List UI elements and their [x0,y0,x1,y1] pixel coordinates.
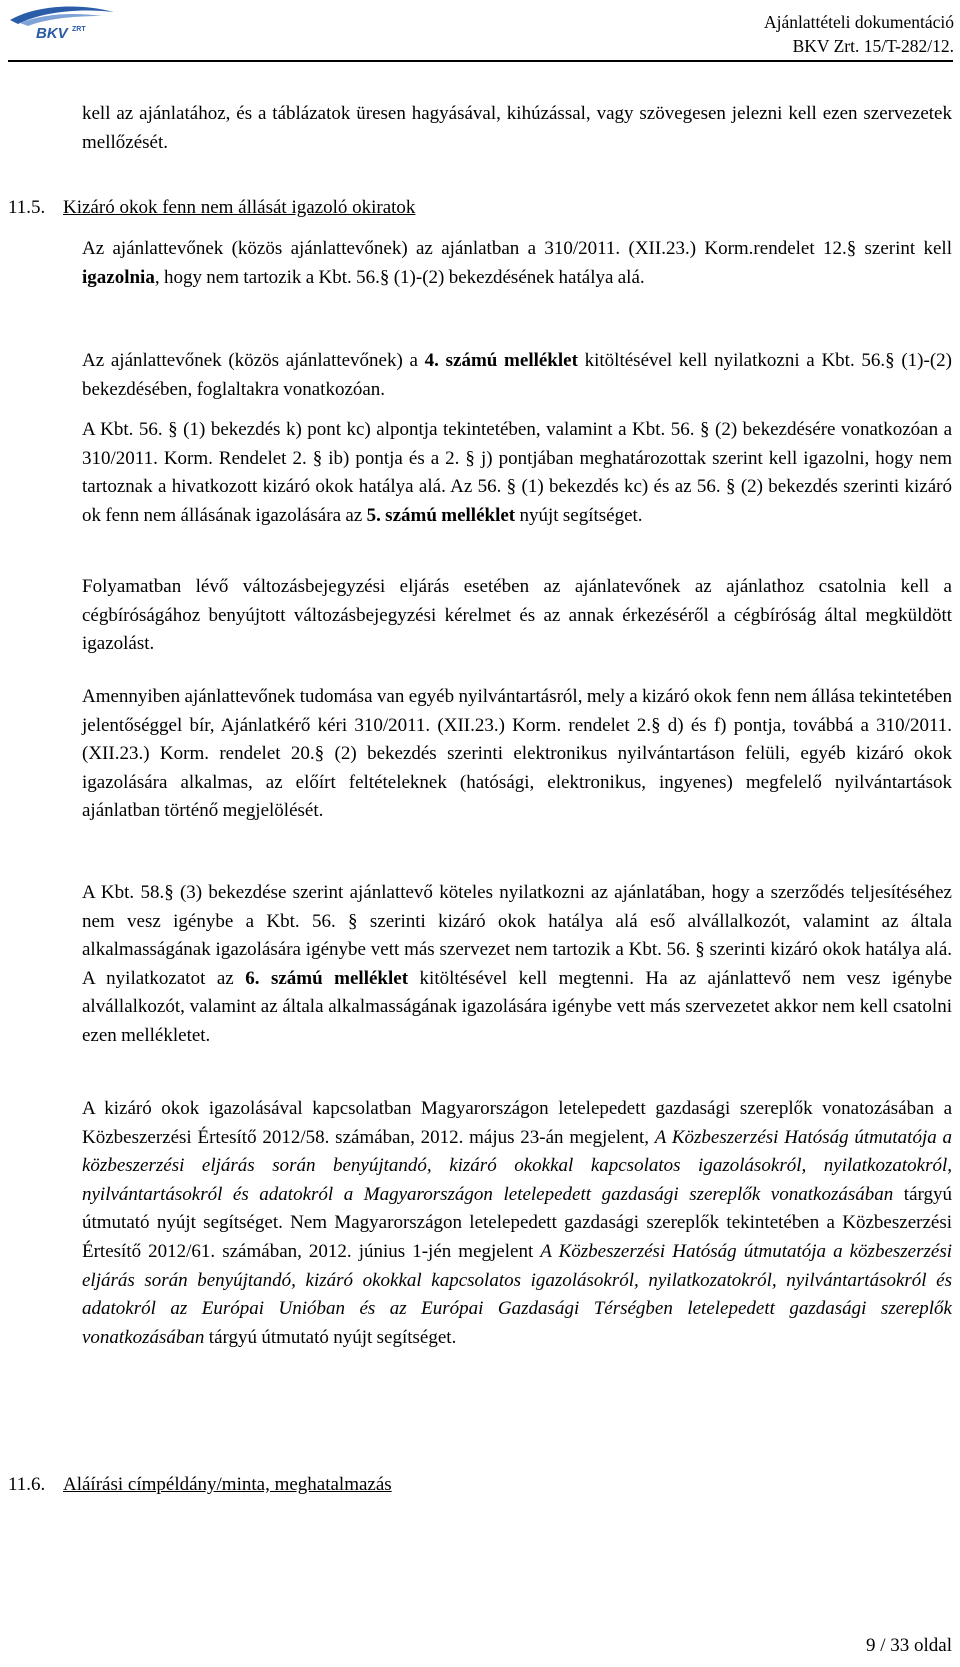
section-title: Kizáró okok fenn nem állását igazoló okiratok [63,197,416,218]
section-number: 11.5. [8,197,46,218]
section-title: Aláírási címpéldány/minta, meghatalmazás [63,1474,392,1495]
page-number: 9 / 33 oldal [865,1635,952,1656]
intro-paragraph: kell az ajánlatához, és a táblázatok üresen hagyásával, kihúzással, vagy szövegesen jelezni kell ezen szervezetek mellőzését. [82,103,952,153]
paragraph-kbt-58: A Kbt. 58.§ (3) bekezdése szerint ajánlattevő köteles nyilatkozni az ajánlatában, hogy a szerződés teljesítéséhez nem vesz igénybe a Kbt. 56. § szerinti kizáró okok hatálya alá eső alvállalkozót, valamint az általa alkalmasságának igazolására igénybe vett más szervezet nem tartozik a Kbt. 56. § szerinti kizáró okok hatálya alá. A nyilatkozatot az 6. számú melléklet kitöltésével kell megtenni. Ha az ajánlattevő nem vesz igénybe alvállalkozót, valamint az általa alkalmasságának igazolására igénybe vett más szervezetet akkor nem kell csatolni ezen mellékletet. [82,882,952,1046]
logo-sup-text: ZRT [72,26,86,33]
paragraph-melleklet-4: Az ajánlattevőnek (közös ajánlattevőnek) a 4. számú melléklet kitöltésével kell nyilatkozni a Kbt. 56.§ (1)-(2) bekezdésében, foglaltakra vonatkozóan. [82,350,952,400]
paragraph-kbt-56: A Kbt. 56. § (1) bekezdés k) pont kc) alpontja tekintetében, valamint a Kbt. 56. § (2) bekezdésére vonatkozóan a 310/2011. Korm. Rendelet 2. § ib) pontja és a 2. § j) pontjában meghatározottak szerint kell igazolni, hogy nem tartoznak a hivatkozott kizáró okok hatálya alá. Az 56. § (1) bekezdés kc) és az 56. § (2) bekezdés szerinti kizáró ok fenn nem állásának igazolására az 5. számú melléklet nyújt segítséget. [82,419,952,526]
header-divider [8,60,953,62]
paragraph-nyilvantartas: Amennyiben ajánlattevőnek tudomása van egyéb nyilvántartásról, mely a kizáró okok fenn nem állása tekintetében jelentőséggel bír, Ajánlatkérő kéri 310/2011. (XII.23.) Korm. rendelet 2.§ d) és f) pontja, továbbá a 310/2011. (XII.23.) Korm. rendelet 20.§ (2) bekezdés szerinti elektronikus nyilvántartáson felüli, egyéb kizáró okok igazolására alkalmas, az előírt feltételeknek (hatósági, elektronikus, ingyenes) megfelelő nyilvántartások ajánlatban történő megjelölését. [82,686,952,822]
section-heading-11-6 [8,1471,392,1499]
bkv-logo [6,4,118,44]
doc-title: Ajánlattételi dokumentáció [763,12,954,32]
section-heading-11-5 [8,194,415,222]
doc-ref: BKV Zrt. 15/T-282/12. [792,36,954,56]
section-number: 11.6. [8,1474,46,1495]
paragraph-igazolas: Az ajánlattevőnek (közös ajánlattevőnek) az ajánlatban a 310/2011. (XII.23.) Korm.rendelet 12.§ szerint kell igazolnia, hogy nem tartozik a Kbt. 56.§ (1)-(2) bekezdésének hatálya alá. [82,238,952,288]
paragraph-utmutato: A kizáró okok igazolásával kapcsolatban Magyarországon letelepedett gazdasági szereplők vonatozásában a Közbeszerzési Értesítő 2012/58. számában, 2012. május 23-án megjelent, A Közbeszerzési Hatóság útmutatója a közbeszerzési eljárás során benyújtandó, kizáró okokkal kapcsolatos igazolásokról, nyilatkozatokról, nyilvántartásokról és adatokról a Magyarországon letelepedett gazdasági szereplők vonatkozásában tárgyú útmutató nyújt segítséget. Nem Magyarországon letelepedett gazdasági szereplők tekintetében a Közbeszerzési Értesítő 2012/61. számában, 2012. június 1-jén megjelent A Közbeszerzési Hatóság útmutatója a közbeszerzési eljárás során benyújtandó, kizáró okokkal kapcsolatos igazolásokról, nyilatkozatokról, nyilvántartásokról és adatokról az Európai Unióban és az Európai Gazdasági Térségben letelepedett gazdasági szereplők vonatkozásában tárgyú útmutató nyújt segítséget. [82,1098,953,1348]
paragraph-valtozasbejegyzes: Folyamatban lévő változásbejegyzési eljárás esetében az ajánlatevőnek az ajánlathoz csatolnia kell a cégbíróságához benyújtott változásbejegyzési kérelmet és az annak érkezéséről a cégbíróság által megküldött igazolást. [82,576,952,655]
logo-text: BKV [36,25,68,42]
